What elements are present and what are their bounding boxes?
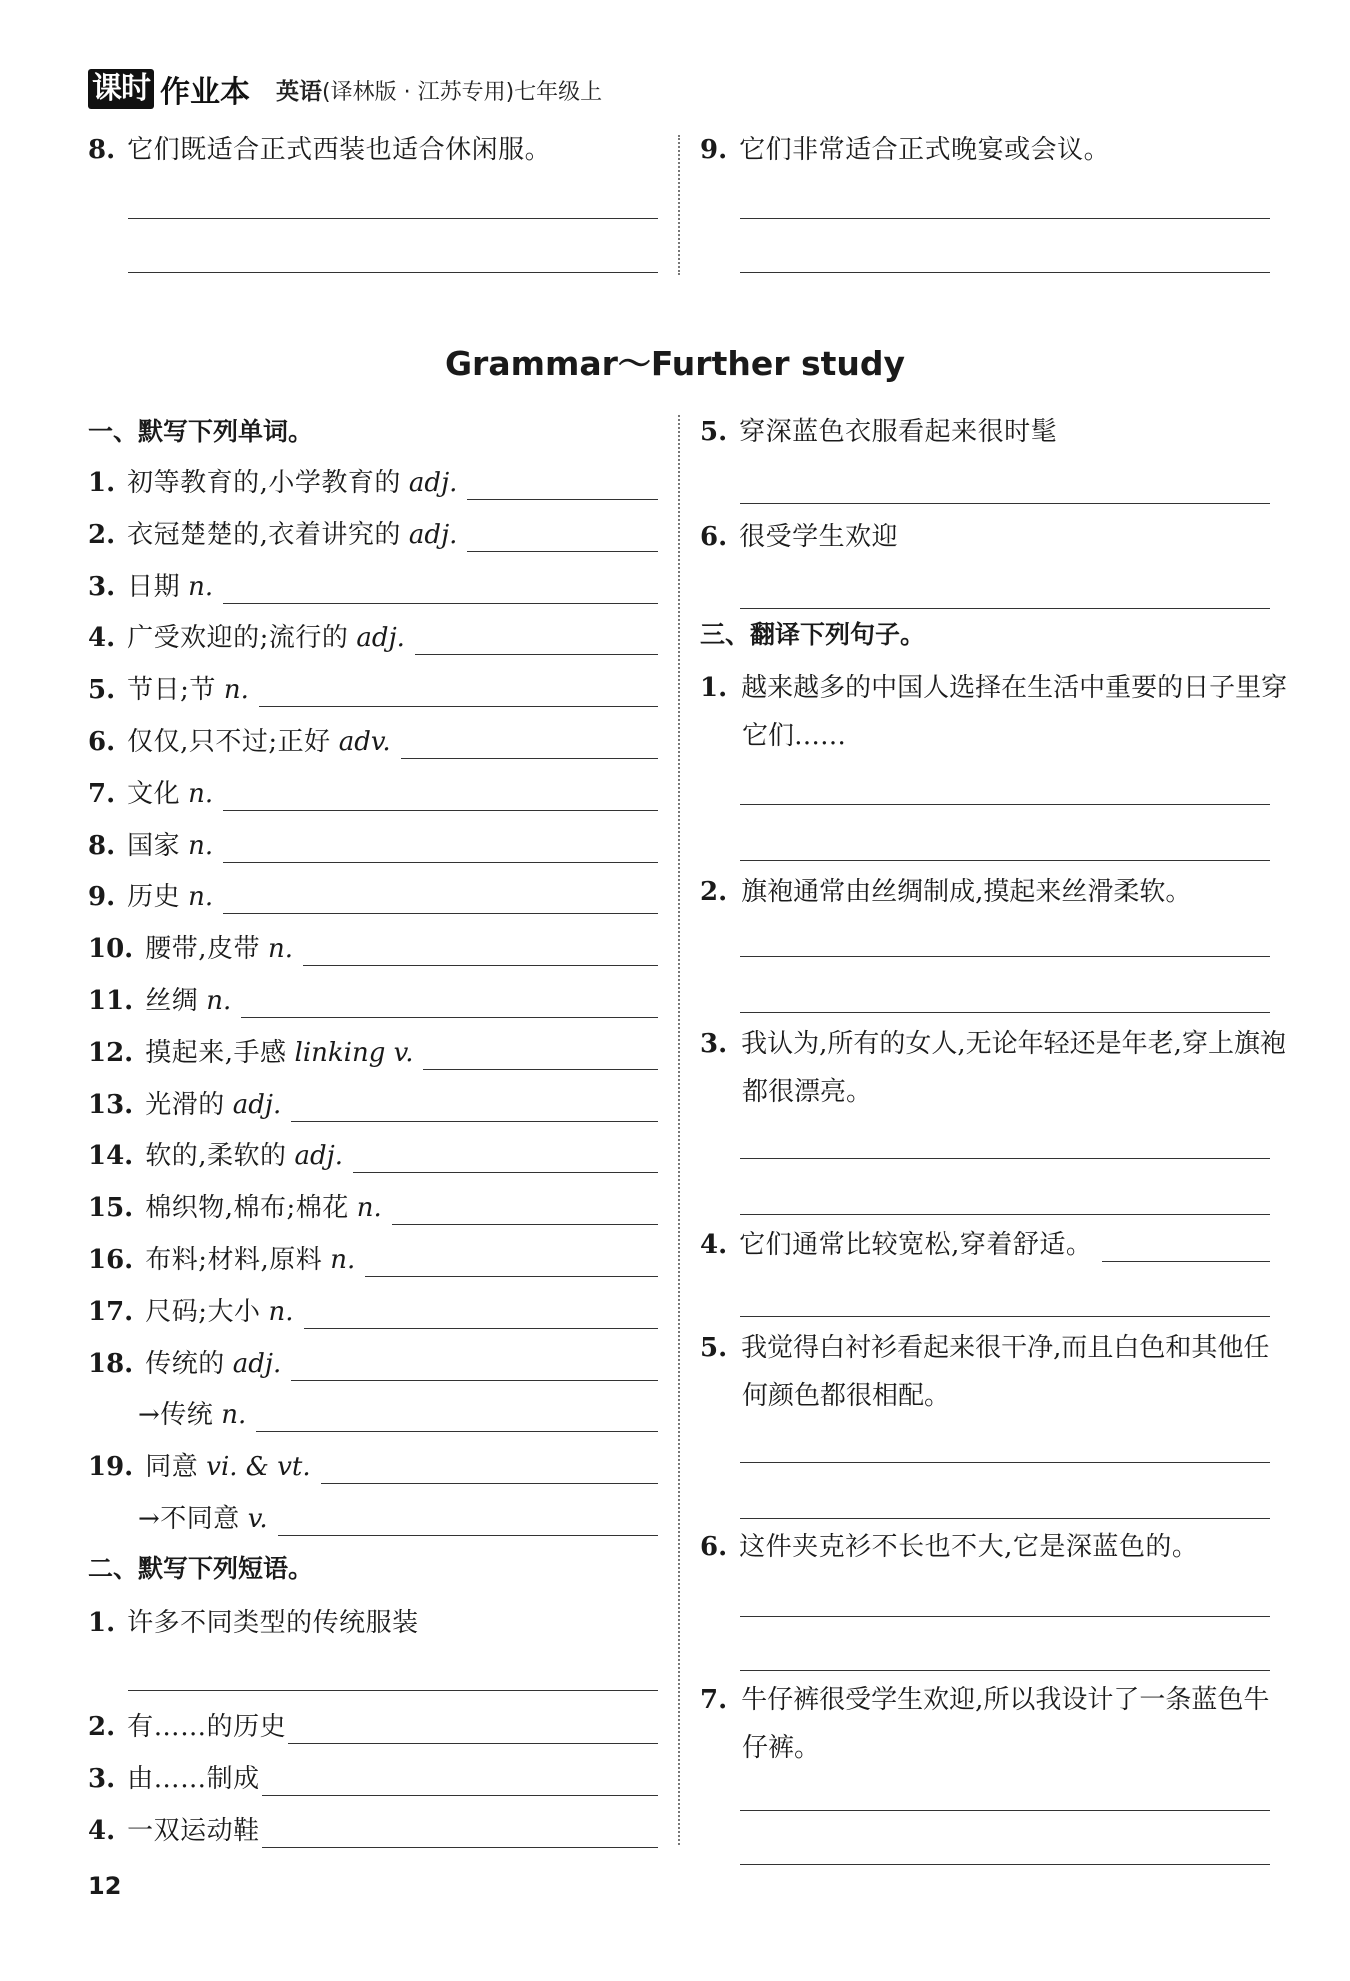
answer-line[interactable] (740, 1316, 1270, 1317)
item-text: 腰带,皮带 (145, 934, 260, 964)
vocab-item (88, 984, 658, 1018)
answer-line[interactable] (740, 956, 1270, 957)
part-of-speech: v. (247, 1504, 268, 1534)
item-number: 15. (88, 1193, 134, 1223)
item-number: 19. (88, 1452, 134, 1482)
sentence-item (700, 664, 1290, 760)
answer-line[interactable] (740, 1158, 1270, 1159)
answer-blank[interactable] (262, 1769, 658, 1796)
item-text: 软的,柔软的 (145, 1141, 287, 1171)
phrase-item (700, 520, 898, 554)
column-divider-top (678, 135, 680, 275)
item-text: 丝绸 (145, 986, 199, 1016)
part-of-speech: adj. (408, 468, 458, 498)
item-text: 棉织物,棉布;棉花 (145, 1193, 349, 1223)
answer-blank[interactable] (223, 784, 658, 811)
answer-line[interactable] (740, 860, 1270, 861)
answer-line[interactable] (740, 1810, 1270, 1811)
item-text: 我认为,所有的女人,无论年轻还是年老,穿上旗袍都很漂亮。 (741, 1029, 1286, 1107)
part-of-speech: n. (268, 1297, 294, 1327)
item-text: 仅仅,只不过;正好 (127, 727, 331, 757)
item-text: 摸起来,手感 (145, 1038, 287, 1068)
vocab-item (88, 1036, 658, 1070)
answer-blank[interactable] (401, 732, 658, 759)
part-of-speech: adj. (232, 1090, 282, 1120)
answer-line[interactable] (740, 1214, 1270, 1215)
vocab-item (88, 621, 658, 655)
item-text: 传统的 (145, 1349, 225, 1379)
item-text: 穿深蓝色衣服看起来很时髦 (739, 417, 1058, 447)
page-number: 12 (88, 1872, 122, 1900)
part-of-speech: n. (223, 675, 249, 705)
item-text: →传统 (138, 1400, 214, 1430)
item-text: 历史 (127, 882, 181, 912)
item-text: 国家 (127, 831, 181, 861)
item-number: 4. (88, 623, 116, 653)
part-of-speech: vi. & vt. (206, 1452, 311, 1482)
item-text: 衣冠楚楚的,衣着讲究的 (127, 520, 401, 550)
item-number: 3. (700, 1029, 728, 1059)
item-number: 5. (700, 1333, 728, 1363)
part-of-speech: n. (268, 934, 294, 964)
part-of-speech: n. (206, 986, 232, 1016)
brand-logo (88, 67, 250, 111)
item-number: 12. (88, 1038, 134, 1068)
item-text: 文化 (127, 779, 181, 809)
phrase-item (88, 1606, 419, 1640)
answer-blank[interactable] (1102, 1235, 1270, 1262)
answer-line[interactable] (740, 1616, 1270, 1617)
item-number: 5. (700, 417, 728, 447)
answer-blank[interactable] (353, 1146, 658, 1173)
part-of-speech: n. (188, 779, 214, 809)
vocab-item (88, 725, 658, 759)
item-text: 尺码;大小 (145, 1297, 261, 1327)
vocab-item (88, 1139, 658, 1173)
vocab-item (88, 932, 658, 966)
vocab-item (88, 673, 658, 707)
book-info (276, 73, 602, 106)
column-divider-main (678, 415, 680, 1845)
item-number: 8. (88, 831, 116, 861)
vocab-item (88, 829, 658, 863)
item-text: 旗袍通常由丝绸制成,摸起来丝滑柔软。 (741, 877, 1192, 907)
vocab-item (88, 570, 658, 604)
part-of-speech: adj. (232, 1349, 282, 1379)
phrase-item (88, 1710, 658, 1744)
sentence-item (700, 1020, 1290, 1116)
item-number: 2. (88, 1712, 116, 1742)
question-text: 它们非常适合正式晚宴或会议。 (739, 135, 1111, 165)
vocab-item (88, 880, 658, 914)
section3-heading: 三、翻译下列句子。 (700, 620, 926, 649)
vocab-item (88, 1347, 658, 1381)
item-text: 我觉得白衬衫看起来很干净,而且白色和其他任何颜色都很相配。 (741, 1333, 1270, 1411)
vocab-item (138, 1502, 658, 1536)
item-number: 14. (88, 1141, 134, 1171)
item-text: 由……制成 (127, 1764, 260, 1794)
part-of-speech: n. (188, 572, 214, 602)
item-number: 6. (88, 727, 116, 757)
answer-blank[interactable] (291, 1095, 658, 1122)
item-text: 同意 (145, 1452, 199, 1482)
item-number: 2. (88, 520, 116, 550)
answer-blank[interactable] (321, 1457, 658, 1484)
vocab-item (88, 1243, 658, 1277)
answer-line[interactable] (740, 1518, 1270, 1519)
answer-blank[interactable] (259, 680, 658, 707)
item-number: 6. (700, 522, 728, 552)
answer-blank[interactable] (262, 1821, 658, 1848)
item-number: 7. (700, 1685, 728, 1715)
section1-heading: 一、默写下列单词。 (88, 417, 314, 446)
answer-blank[interactable] (415, 628, 658, 655)
edition-label: (译林版 · 江苏专用)七年级上 (322, 79, 603, 105)
answer-blank[interactable] (288, 1717, 658, 1744)
answer-line[interactable] (740, 503, 1270, 504)
vocab-item (88, 518, 658, 552)
item-number: 11. (88, 986, 134, 1016)
part-of-speech: adj. (356, 623, 405, 653)
answer-blank[interactable] (278, 1509, 658, 1536)
vocab-item (88, 1295, 658, 1329)
question-text: 它们既适合正式西装也适合休闲服。 (127, 135, 552, 165)
vocab-item (88, 777, 658, 811)
question-8 (88, 133, 551, 167)
item-number: 4. (700, 1230, 728, 1260)
vocab-item (88, 1191, 658, 1225)
answer-line[interactable] (740, 272, 1270, 273)
item-text: 越来越多的中国人选择在生活中重要的日子里穿它们…… (741, 673, 1288, 751)
sentence-item (700, 1676, 1290, 1772)
vocab-item (88, 1450, 658, 1484)
item-text: 一双运动鞋 (127, 1816, 260, 1846)
answer-blank[interactable] (223, 887, 658, 914)
item-text: 广受欢迎的;流行的 (127, 623, 349, 653)
sentence-item (700, 1530, 1198, 1564)
item-number: 9. (88, 882, 116, 912)
item-number: 18. (88, 1349, 134, 1379)
sentence-item (700, 1228, 1270, 1262)
item-text: 光滑的 (145, 1090, 225, 1120)
question-number: 8. (88, 135, 116, 165)
sentence-item (700, 1324, 1290, 1420)
part-of-speech: adj. (294, 1141, 343, 1171)
answer-blank[interactable] (467, 473, 658, 500)
item-text: 节日;节 (127, 675, 216, 705)
item-number: 3. (88, 572, 116, 602)
vocab-item (88, 1088, 658, 1122)
item-text: 这件夹克衫不长也不大,它是深蓝色的。 (739, 1532, 1199, 1562)
sentence-item (700, 868, 1290, 916)
section-title: Grammar～Further study (444, 344, 906, 383)
answer-blank[interactable] (223, 836, 658, 863)
answer-line[interactable] (740, 804, 1270, 805)
item-number: 3. (88, 1764, 116, 1794)
answer-line[interactable] (740, 1864, 1270, 1865)
answer-line[interactable] (740, 1012, 1270, 1013)
item-text: 许多不同类型的传统服装 (127, 1608, 419, 1638)
item-text: 布料;材料,原料 (145, 1245, 323, 1275)
phrase-item (700, 415, 1057, 449)
item-text: 很受学生欢迎 (739, 522, 899, 552)
item-text: 有……的历史 (127, 1712, 287, 1742)
part-of-speech: linking v. (294, 1038, 414, 1068)
item-number: 5. (88, 675, 116, 705)
phrase-item (88, 1814, 658, 1848)
answer-blank[interactable] (223, 577, 658, 604)
item-number: 2. (700, 877, 728, 907)
item-text: 它们通常比较宽松,穿着舒适。 (739, 1230, 1093, 1260)
subject-label: 英语 (276, 78, 322, 105)
part-of-speech: n. (188, 882, 214, 912)
item-number: 1. (88, 1608, 116, 1638)
answer-line[interactable] (740, 1462, 1270, 1463)
item-number: 4. (88, 1816, 116, 1846)
section2-heading: 二、默写下列短语。 (88, 1554, 314, 1583)
item-text: 牛仔裤很受学生欢迎,所以我设计了一条蓝色牛仔裤。 (741, 1685, 1270, 1763)
part-of-speech: n. (221, 1400, 247, 1430)
vocab-item (138, 1398, 658, 1432)
question-number: 9. (700, 135, 728, 165)
answer-blank[interactable] (365, 1250, 658, 1277)
page-header (88, 66, 602, 112)
answer-line[interactable] (128, 272, 658, 273)
item-number: 1. (700, 673, 728, 703)
vocab-item (88, 466, 658, 500)
item-text: 初等教育的,小学教育的 (127, 468, 401, 498)
answer-line[interactable] (128, 1690, 658, 1691)
part-of-speech: n. (188, 831, 214, 861)
item-number: 13. (88, 1090, 134, 1120)
answer-blank[interactable] (241, 991, 658, 1018)
item-number: 7. (88, 779, 116, 809)
answer-line[interactable] (740, 1670, 1270, 1671)
item-number: 1. (88, 468, 116, 498)
question-9 (700, 133, 1110, 167)
answer-blank[interactable] (303, 939, 658, 966)
logo-text: 作业本 (160, 75, 250, 110)
part-of-speech: n. (330, 1245, 356, 1275)
item-number: 17. (88, 1297, 134, 1327)
answer-line[interactable] (740, 218, 1270, 219)
answer-line[interactable] (740, 608, 1270, 609)
answer-blank[interactable] (291, 1354, 658, 1381)
phrase-item (88, 1762, 658, 1796)
item-number: 6. (700, 1532, 728, 1562)
item-number: 10. (88, 934, 134, 964)
answer-blank[interactable] (304, 1302, 658, 1329)
answer-line[interactable] (128, 218, 658, 219)
item-text: →不同意 (138, 1504, 240, 1534)
part-of-speech: adv. (338, 727, 391, 757)
part-of-speech: adj. (408, 520, 458, 550)
part-of-speech: n. (356, 1193, 382, 1223)
answer-blank[interactable] (392, 1198, 658, 1225)
answer-blank[interactable] (467, 525, 658, 552)
item-text: 日期 (127, 572, 181, 602)
item-number: 16. (88, 1245, 134, 1275)
logo-mark: 课时 (88, 69, 154, 109)
answer-blank[interactable] (256, 1405, 658, 1432)
answer-blank[interactable] (423, 1043, 658, 1070)
